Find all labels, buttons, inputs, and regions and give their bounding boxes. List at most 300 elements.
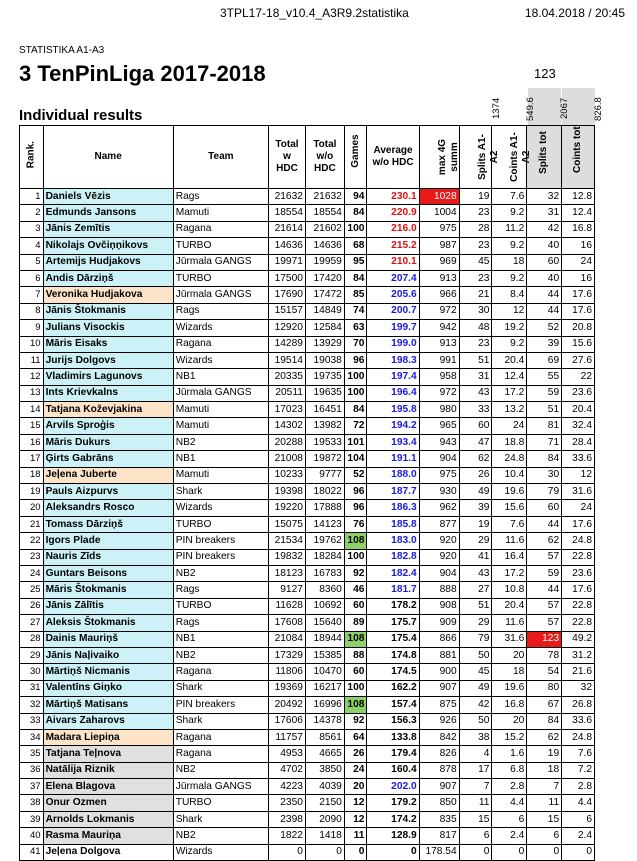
table-row <box>20 729 595 745</box>
max4g-value: 900 <box>419 664 459 680</box>
coints-tot-value: 2.4 <box>562 828 595 844</box>
rank: 16 <box>20 434 44 450</box>
splits-a-value: 23 <box>459 270 492 286</box>
total-wo-hdc-value: 19762 <box>305 533 344 549</box>
max4g-value: 842 <box>419 729 459 745</box>
max4g-value: 908 <box>419 598 459 614</box>
team-name: Mamuti <box>173 402 268 418</box>
coints-a-value: 9.2 <box>492 270 527 286</box>
rank: 21 <box>20 516 44 532</box>
splits-a-value: 50 <box>459 647 492 663</box>
average-value: 175.7 <box>367 615 419 631</box>
player-name: Mārtiņš Nicmanis <box>43 664 173 680</box>
splits-tot-value: 79 <box>527 484 562 500</box>
coints-tot-value: 33.6 <box>562 713 595 729</box>
games-value: 11 <box>344 828 367 844</box>
total-wo-hdc-value: 10470 <box>305 664 344 680</box>
total-wo-hdc-value: 18284 <box>305 549 344 565</box>
col-max4g: max 4G summ <box>419 126 459 189</box>
coints-tot-value: 0 <box>562 844 595 860</box>
total-hdc-value: 18554 <box>269 205 306 221</box>
max4g-value: 969 <box>419 254 459 270</box>
team-name: Wizards <box>173 844 268 860</box>
max4g-value: 975 <box>419 467 459 483</box>
games-value: 101 <box>344 434 367 450</box>
total-wo-hdc-value: 19872 <box>305 451 344 467</box>
team-name: Mamuti <box>173 467 268 483</box>
coints-a-value: 7.6 <box>492 516 527 532</box>
col-average: Average w/o HDC <box>367 126 419 189</box>
total-hdc-value: 14289 <box>269 336 306 352</box>
splits-a-value: 28 <box>459 221 492 237</box>
player-name: Tomass Dārziņš <box>43 516 173 532</box>
coints-tot-value: 16.8 <box>562 221 595 237</box>
total-hdc-value: 9127 <box>269 582 306 598</box>
total-hdc-value: 19369 <box>269 680 306 696</box>
total-wo-hdc-value: 16217 <box>305 680 344 696</box>
total-wo-hdc-value: 19038 <box>305 352 344 368</box>
splits-a-value: 42 <box>459 697 492 713</box>
coints-a-value: 9.2 <box>492 336 527 352</box>
max4g-value: 817 <box>419 828 459 844</box>
max4g-value: 866 <box>419 631 459 647</box>
coints-tot-value: 49.2 <box>562 631 595 647</box>
rank: 28 <box>20 631 44 647</box>
table-row <box>20 549 595 565</box>
average-value: 162.2 <box>367 680 419 696</box>
player-name: Artemijs Hudjakovs <box>43 254 173 270</box>
coints-tot-value: 24.8 <box>562 729 595 745</box>
splits-tot-value: 31 <box>527 205 562 221</box>
total-wo-hdc-value: 14636 <box>305 238 344 254</box>
splits-a-value: 23 <box>459 238 492 254</box>
table-row <box>20 484 595 500</box>
splits-tot-value: 84 <box>527 713 562 729</box>
rank: 29 <box>20 647 44 663</box>
team-name: NB1 <box>173 369 268 385</box>
games-value: 96 <box>344 500 367 516</box>
table-row <box>20 303 595 319</box>
games-value: 94 <box>344 189 367 205</box>
splits-a-value: 11 <box>459 795 492 811</box>
splits-tot-value: 7 <box>527 779 562 795</box>
table-row <box>20 565 595 581</box>
player-name: Natālija Riznik <box>43 762 173 778</box>
average-value: 179.2 <box>367 795 419 811</box>
table-row <box>20 500 595 516</box>
coints-a-value: 24.8 <box>492 451 527 467</box>
total-wo-hdc-value: 17888 <box>305 500 344 516</box>
total-wo-hdc-value: 4039 <box>305 779 344 795</box>
average-value: 196.4 <box>367 385 419 401</box>
table-body <box>20 189 595 861</box>
total-hdc-value: 18123 <box>269 565 306 581</box>
total-hdc-value: 15157 <box>269 303 306 319</box>
games-value: 85 <box>344 287 367 303</box>
total-wo-hdc-value: 0 <box>305 844 344 860</box>
player-name: Dainis Mauriņš <box>43 631 173 647</box>
coints-a-value: 16.8 <box>492 697 527 713</box>
player-name: Elena Blagova <box>43 779 173 795</box>
max4g-value: 930 <box>419 484 459 500</box>
table-row <box>20 598 595 614</box>
max4g-value: 913 <box>419 336 459 352</box>
table-row <box>20 713 595 729</box>
total-wo-hdc-value: 13982 <box>305 418 344 434</box>
team-name: Shark <box>173 484 268 500</box>
player-name: Jeļena Dolgova <box>43 844 173 860</box>
team-name: TURBO <box>173 516 268 532</box>
splits-a-total: 1374 <box>491 97 502 119</box>
total-hdc-value: 14302 <box>269 418 306 434</box>
total-wo-hdc-value: 19735 <box>305 369 344 385</box>
splits-tot-value: 39 <box>527 336 562 352</box>
average-value: 216.0 <box>367 221 419 237</box>
coints-tot-value: 20.4 <box>562 402 595 418</box>
player-name: Tatjana Teļnova <box>43 746 173 762</box>
total-wo-hdc-value: 19635 <box>305 385 344 401</box>
total-hdc-value: 17606 <box>269 713 306 729</box>
total-hdc-value: 11806 <box>269 664 306 680</box>
splits-tot-value: 6 <box>527 828 562 844</box>
total-wo-hdc-value: 9777 <box>305 467 344 483</box>
average-value: 128.9 <box>367 828 419 844</box>
splits-a-value: 7 <box>459 779 492 795</box>
total-wo-hdc-value: 8360 <box>305 582 344 598</box>
games-value: 84 <box>344 205 367 221</box>
total-hdc-value: 17500 <box>269 270 306 286</box>
splits-a-value: 43 <box>459 565 492 581</box>
splits-tot-value: 69 <box>527 352 562 368</box>
team-name: Ragana <box>173 729 268 745</box>
team-name: NB2 <box>173 565 268 581</box>
average-value: 205.6 <box>367 287 419 303</box>
table-row <box>20 320 595 336</box>
splits-tot-value: 19 <box>527 746 562 762</box>
games-value: 108 <box>344 631 367 647</box>
games-value: 84 <box>344 270 367 286</box>
coints-a-value: 17.2 <box>492 385 527 401</box>
total-wo-hdc-value: 14849 <box>305 303 344 319</box>
splits-tot-value: 59 <box>527 385 562 401</box>
rank: 36 <box>20 762 44 778</box>
splits-tot-value: 67 <box>527 697 562 713</box>
rank: 2 <box>20 205 44 221</box>
table-row <box>20 385 595 401</box>
total-hdc-value: 21534 <box>269 533 306 549</box>
total-wo-hdc-value: 14378 <box>305 713 344 729</box>
total-wo-hdc-value: 14123 <box>305 516 344 532</box>
splits-tot-value: 44 <box>527 516 562 532</box>
player-name: Edmunds Jansons <box>43 205 173 221</box>
coints-tot-value: 22 <box>562 369 595 385</box>
total-hdc-value: 15075 <box>269 516 306 532</box>
coints-a-value: 11.2 <box>492 221 527 237</box>
splits-tot-value: 78 <box>527 647 562 663</box>
coints-tot-value: 24.8 <box>562 533 595 549</box>
max4g-value: 888 <box>419 582 459 598</box>
table-row <box>20 762 595 778</box>
coints-a-value: 31.6 <box>492 631 527 647</box>
games-value: 12 <box>344 811 367 827</box>
coints-a-value: 13.2 <box>492 402 527 418</box>
team-name: Jūrmala GANGS <box>173 287 268 303</box>
player-name: Jurijs Dolgovs <box>43 352 173 368</box>
rank: 38 <box>20 795 44 811</box>
rank: 9 <box>20 320 44 336</box>
team-name: TURBO <box>173 795 268 811</box>
col-rank: Rank. <box>20 126 44 189</box>
average-value: 156.3 <box>367 713 419 729</box>
team-name: PIN breakers <box>173 533 268 549</box>
max4g-value: 826 <box>419 746 459 762</box>
max4g-value: 958 <box>419 369 459 385</box>
total-hdc-value: 17608 <box>269 615 306 631</box>
coints-a-value: 20.4 <box>492 598 527 614</box>
games-value: 64 <box>344 729 367 745</box>
table-row <box>20 336 595 352</box>
average-value: 179.4 <box>367 746 419 762</box>
splits-tot-value: 44 <box>527 303 562 319</box>
max4g-value: 907 <box>419 779 459 795</box>
total-wo-hdc-value: 2150 <box>305 795 344 811</box>
coints-a-value: 6.8 <box>492 762 527 778</box>
total-hdc-value: 20288 <box>269 434 306 450</box>
table-row <box>20 615 595 631</box>
rank: 4 <box>20 238 44 254</box>
team-name: Wizards <box>173 320 268 336</box>
coints-tot-value: 22.8 <box>562 615 595 631</box>
splits-a-value: 33 <box>459 402 492 418</box>
rank: 10 <box>20 336 44 352</box>
splits-tot-value: 59 <box>527 565 562 581</box>
coints-a-value: 12 <box>492 303 527 319</box>
coints-a-value: 7.6 <box>492 189 527 205</box>
coints-tot-value: 23.6 <box>562 565 595 581</box>
splits-a-value: 49 <box>459 680 492 696</box>
total-hdc-value: 4953 <box>269 746 306 762</box>
player-name: Guntars Beisons <box>43 565 173 581</box>
rank: 18 <box>20 467 44 483</box>
max4g-value: 991 <box>419 352 459 368</box>
coints-tot-value: 12.4 <box>562 205 595 221</box>
average-value: 197.4 <box>367 369 419 385</box>
max4g-value: 875 <box>419 697 459 713</box>
table-row <box>20 418 595 434</box>
total-hdc-value: 19220 <box>269 500 306 516</box>
splits-a-value: 29 <box>459 615 492 631</box>
team-name: NB2 <box>173 647 268 663</box>
rank: 8 <box>20 303 44 319</box>
rank: 3 <box>20 221 44 237</box>
total-hdc-value: 21008 <box>269 451 306 467</box>
team-name: Rags <box>173 615 268 631</box>
total-wo-hdc-value: 15640 <box>305 615 344 631</box>
total-hdc-value: 2350 <box>269 795 306 811</box>
splits-a-value: 19 <box>459 189 492 205</box>
table-row <box>20 697 595 713</box>
table-row <box>20 746 595 762</box>
rank: 32 <box>20 697 44 713</box>
player-name: Ints Krievkalns <box>43 385 173 401</box>
splits-tot-value: 40 <box>527 270 562 286</box>
splits-a-value: 45 <box>459 254 492 270</box>
coints-a-value: 19.2 <box>492 320 527 336</box>
splits-a-value: 0 <box>459 844 492 860</box>
average-value: 175.4 <box>367 631 419 647</box>
coints-a-value: 11.6 <box>492 615 527 631</box>
average-value: 182.4 <box>367 565 419 581</box>
coints-a-value: 18 <box>492 664 527 680</box>
player-name: Māris Eisaks <box>43 336 173 352</box>
splits-a-value: 51 <box>459 598 492 614</box>
player-name: Māris Dukurs <box>43 434 173 450</box>
games-value: 104 <box>344 451 367 467</box>
rank: 11 <box>20 352 44 368</box>
player-name: Andis Dārziņš <box>43 270 173 286</box>
games-value: 52 <box>344 467 367 483</box>
rank: 26 <box>20 598 44 614</box>
max4g-value: 920 <box>419 549 459 565</box>
splits-tot-value: 55 <box>527 369 562 385</box>
col-coints-tot: Coints tot <box>562 126 595 189</box>
coints-tot-value: 23.6 <box>562 385 595 401</box>
col-total-wo-hdc: Total w/o HDC <box>305 126 344 189</box>
total-wo-hdc-value: 21632 <box>305 189 344 205</box>
games-value: 63 <box>344 320 367 336</box>
max4g-value: 850 <box>419 795 459 811</box>
splits-a-value: 6 <box>459 828 492 844</box>
average-value: 174.8 <box>367 647 419 663</box>
splits-tot-value: 44 <box>527 287 562 303</box>
average-value: 188.0 <box>367 467 419 483</box>
table-row <box>20 205 595 221</box>
splits-tot-value: 123 <box>527 631 562 647</box>
splits-a-value: 62 <box>459 451 492 467</box>
splits-tot-value: 84 <box>527 451 562 467</box>
games-value: 46 <box>344 582 367 598</box>
splits-tot-value: 62 <box>527 729 562 745</box>
max4g-value: 878 <box>419 762 459 778</box>
team-name: Mamuti <box>173 205 268 221</box>
player-name: Tatjana Koževjakina <box>43 402 173 418</box>
table-row <box>20 828 595 844</box>
games-value: 76 <box>344 516 367 532</box>
total-hdc-value: 17023 <box>269 402 306 418</box>
max4g-value: 966 <box>419 287 459 303</box>
table-row <box>20 451 595 467</box>
max4g-value: 904 <box>419 451 459 467</box>
rank: 37 <box>20 779 44 795</box>
total-hdc-value: 20492 <box>269 697 306 713</box>
total-hdc-value: 17329 <box>269 647 306 663</box>
average-value: 191.1 <box>367 451 419 467</box>
table-row <box>20 533 595 549</box>
player-name: Aivars Zaharovs <box>43 713 173 729</box>
splits-a-value: 43 <box>459 385 492 401</box>
coints-tot-value: 12.8 <box>562 189 595 205</box>
team-name: Jūrmala GANGS <box>173 385 268 401</box>
max4g-value: 965 <box>419 418 459 434</box>
splits-tot-value: 81 <box>527 418 562 434</box>
average-value: 133.8 <box>367 729 419 745</box>
total-hdc-value: 12920 <box>269 320 306 336</box>
rank: 41 <box>20 844 44 860</box>
team-name: Mamuti <box>173 418 268 434</box>
rank: 12 <box>20 369 44 385</box>
coints-tot-value: 12 <box>562 467 595 483</box>
splits-a-value: 31 <box>459 369 492 385</box>
coints-a-value: 24 <box>492 418 527 434</box>
coints-tot-value: 28.4 <box>562 434 595 450</box>
rank: 20 <box>20 500 44 516</box>
splits-tot-value: 57 <box>527 598 562 614</box>
splits-tot-value: 30 <box>527 467 562 483</box>
coints-tot-value: 22.8 <box>562 549 595 565</box>
rank: 13 <box>20 385 44 401</box>
coints-tot-value: 6 <box>562 811 595 827</box>
games-value: 100 <box>344 680 367 696</box>
table-row <box>20 664 595 680</box>
games-value: 89 <box>344 615 367 631</box>
team-name: Shark <box>173 680 268 696</box>
games-value: 96 <box>344 352 367 368</box>
average-value: 181.7 <box>367 582 419 598</box>
rank: 24 <box>20 565 44 581</box>
table-row <box>20 434 595 450</box>
table-row <box>20 402 595 418</box>
rank: 6 <box>20 270 44 286</box>
coints-tot-value: 17.6 <box>562 287 595 303</box>
total-hdc-value: 19832 <box>269 549 306 565</box>
coints-a-value: 20 <box>492 647 527 663</box>
col-splits-tot: Splits tot <box>527 126 562 189</box>
coints-tot-value: 17.6 <box>562 582 595 598</box>
total-hdc-value: 21084 <box>269 631 306 647</box>
player-name: Ģirts Gabrāns <box>43 451 173 467</box>
splits-a-value: 49 <box>459 484 492 500</box>
total-hdc-value: 17690 <box>269 287 306 303</box>
coints-tot-value: 33.6 <box>562 451 595 467</box>
total-hdc-value: 20335 <box>269 369 306 385</box>
player-name: Arvils Sproģis <box>43 418 173 434</box>
splits-tot-value: 11 <box>527 795 562 811</box>
total-hdc-value: 19971 <box>269 254 306 270</box>
total-hdc-value: 19514 <box>269 352 306 368</box>
coints-a-value: 4.4 <box>492 795 527 811</box>
games-value: 72 <box>344 418 367 434</box>
coints-tot-value: 26.8 <box>562 697 595 713</box>
player-name: Jeļena Juberte <box>43 467 173 483</box>
player-name: Mārtiņš Matisans <box>43 697 173 713</box>
total-wo-hdc-value: 10692 <box>305 598 344 614</box>
table-row <box>20 238 595 254</box>
table-row <box>20 795 595 811</box>
splits-tot-value: 54 <box>527 664 562 680</box>
average-value: 199.0 <box>367 336 419 352</box>
table-row <box>20 221 595 237</box>
coints-a-value: 12.4 <box>492 369 527 385</box>
team-name: Wizards <box>173 500 268 516</box>
rank: 15 <box>20 418 44 434</box>
team-name: Ragana <box>173 221 268 237</box>
average-value: 230.1 <box>367 189 419 205</box>
splits-a-value: 50 <box>459 713 492 729</box>
rank: 23 <box>20 549 44 565</box>
coints-a-value: 11.6 <box>492 533 527 549</box>
table-row <box>20 189 595 205</box>
player-name: Valentīns Giņko <box>43 680 173 696</box>
